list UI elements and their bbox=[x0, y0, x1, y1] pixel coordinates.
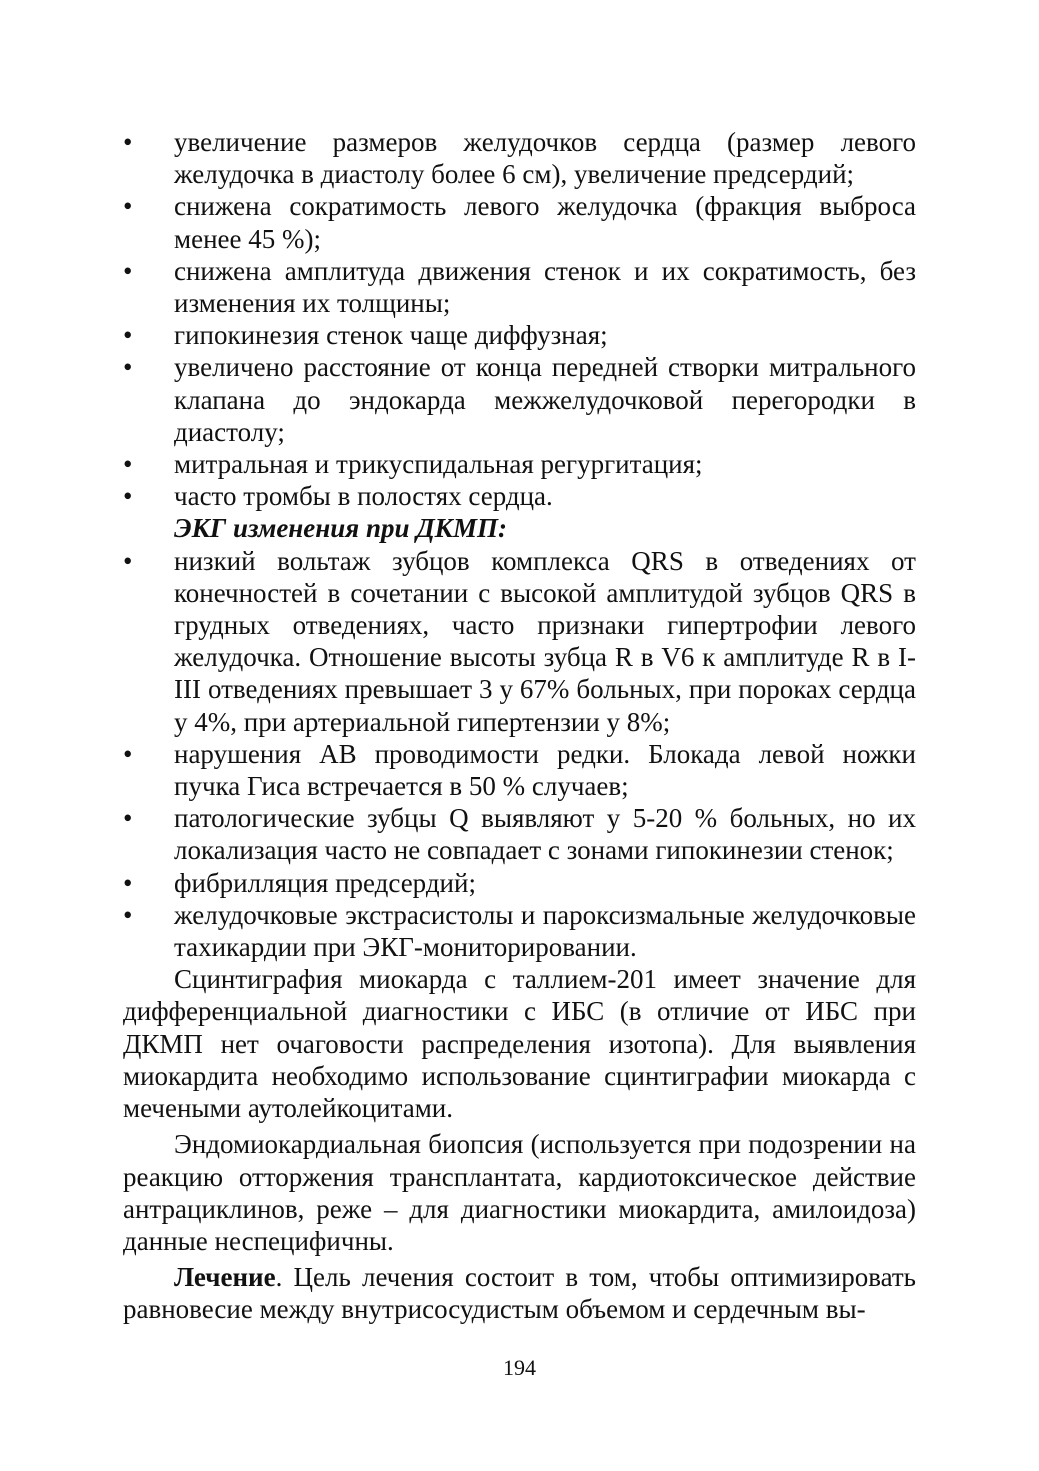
page-body bbox=[123, 126, 916, 1326]
list-item bbox=[123, 351, 916, 448]
list-item bbox=[123, 190, 916, 254]
list-item-text: снижена амплитуда движения стенок и их сократимость, без изменения их толщины; bbox=[174, 255, 916, 319]
bullet-icon: • bbox=[123, 127, 133, 157]
ecg-section-heading: ЭКГ изменения при ДКМП: bbox=[174, 513, 507, 544]
list-item bbox=[123, 126, 916, 190]
treatment-label: Лечение bbox=[174, 1262, 276, 1293]
bullet-icon: • bbox=[123, 867, 133, 898]
echo-findings-list bbox=[123, 126, 916, 512]
list-item bbox=[123, 319, 916, 351]
list-item bbox=[123, 255, 916, 319]
list-item bbox=[123, 738, 916, 802]
list-item bbox=[123, 480, 916, 512]
list-item-text: фибрилляция предсердий; bbox=[174, 867, 476, 898]
list-item bbox=[123, 899, 916, 963]
list-item bbox=[123, 545, 916, 738]
bullet-icon: • bbox=[123, 545, 133, 576]
treatment-paragraph bbox=[123, 1261, 916, 1325]
bullet-icon: • bbox=[123, 899, 133, 930]
bullet-icon: • bbox=[123, 352, 133, 383]
list-item-text: часто тромбы в полостях сердца. bbox=[174, 481, 553, 512]
bullet-icon: • bbox=[123, 255, 133, 286]
treatment-text: . Цель лечения состоит в том, чтобы оптимизировать равновесие между внутрисосудистым объемом и сердечным вы- bbox=[123, 1262, 916, 1325]
list-item-text: желудочковые экстрасистолы и пароксизмальные желудочковые тахикардии при ЭКГ-мониторировании. bbox=[174, 899, 916, 963]
list-item bbox=[123, 867, 916, 899]
biopsy-paragraph: Эндомиокардиальная биопсия (используется при подозрении на реакцию отторжения трансплантата, кардиотоксическое действие антрациклинов, реже – для диагностики миокардита, амилоидоза) данные неспецифичны. bbox=[123, 1129, 916, 1256]
list-item-text: низкий вольтаж зубцов комплекса QRS в отведениях от конечностей в сочетании с высокой амплитудой зубцов QRS в грудных отведениях, часто признаки гипертрофии левого желудочка. Отношение высоты зубца R в V6 к амплитуде R в I-III отведениях превышает 3 у 67% больных, при пороках сердца у 4%, при артериальной гипертензии у 8%; bbox=[174, 545, 916, 737]
list-item-text: снижена сократимость левого желудочка (фракция выброса менее 45 %); bbox=[174, 191, 916, 254]
list-item-text: гипокинезия стенок чаще диффузная; bbox=[174, 320, 608, 351]
page-number: 194 bbox=[503, 1355, 536, 1380]
bullet-icon: • bbox=[123, 320, 133, 351]
list-item-text: увеличение размеров желудочков сердца (размер левого желудочка в диастолу более 6 см), увеличение предсердий; bbox=[174, 127, 916, 190]
bullet-icon: • bbox=[123, 481, 133, 512]
bullet-icon: • bbox=[123, 191, 133, 222]
scintigraphy-paragraph: Сцинтиграфия миокарда с таллием-201 имеет значение для дифференциальной диагностики с ИБС (в отличие от ИБС при ДКМП нет очаговости распределения изотопа). Для выявления миокардита необходимо использование сцинтиграфии миокарда с мечеными аутолейкоцитами. bbox=[123, 964, 916, 1124]
ecg-findings-list bbox=[123, 545, 916, 964]
bullet-icon: • bbox=[123, 803, 133, 834]
bullet-icon: • bbox=[123, 449, 133, 480]
list-item-text: увеличено расстояние от конца передней створки митрального клапана до эндокарда межжелудочковой перегородки в диастолу; bbox=[174, 352, 916, 447]
list-item bbox=[123, 448, 916, 480]
bullet-icon: • bbox=[123, 738, 133, 769]
list-item-text: патологические зубцы Q выявляют у 5-20 % больных, но их локализация часто не совпадает с зонами гипокинезии стенок; bbox=[174, 803, 916, 866]
list-item bbox=[123, 802, 916, 866]
list-item-text: митральная и трикуспидальная регургитация; bbox=[174, 449, 703, 480]
list-item-text: нарушения АВ проводимости редки. Блокада левой ножки пучка Гиса встречается в 50 % случаев; bbox=[174, 738, 916, 802]
